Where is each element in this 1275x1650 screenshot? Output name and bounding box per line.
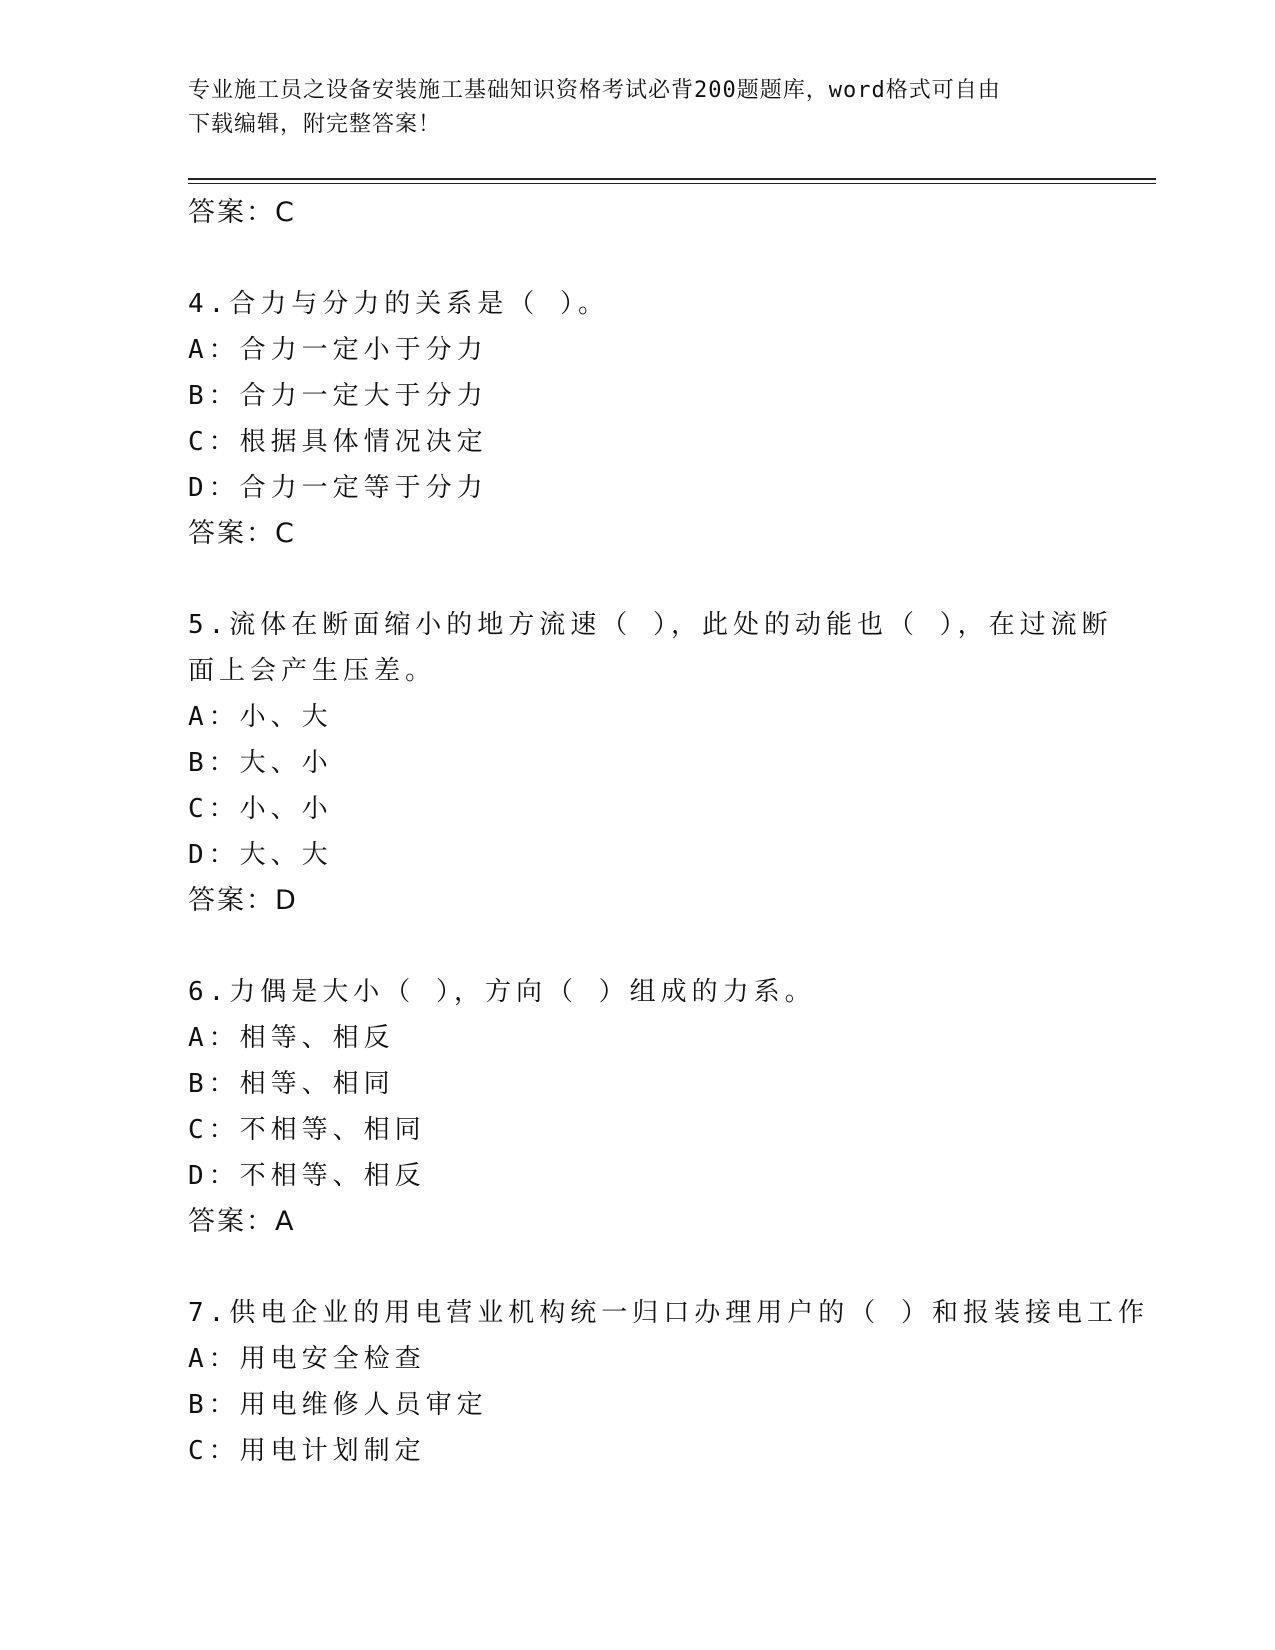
question-6 [188, 969, 1088, 1245]
answer: 答案：A [188, 1206, 296, 1237]
option-b: B：合力一定大于分力 [188, 381, 488, 411]
option-b: B：大、小 [188, 748, 333, 778]
option-c: C：不相等、相同 [188, 1115, 426, 1145]
question-5 [188, 602, 1113, 924]
option-a: A：合力一定小于分力 [188, 335, 488, 365]
answer: 答案：C [188, 518, 296, 549]
spacer [188, 924, 1088, 969]
option-a: A：用电安全检查 [188, 1344, 426, 1374]
question-stem-line-2: 面上会产生压差。 [188, 656, 437, 686]
option-d: D：不相等、相反 [188, 1161, 426, 1191]
document-header [188, 74, 1068, 142]
question-7 [188, 1290, 1149, 1474]
spacer [188, 236, 1088, 281]
option-b: B：相等、相同 [188, 1069, 395, 1099]
header-rule-thin [188, 183, 1156, 184]
previous-answer: 答案：C [188, 197, 296, 228]
spacer [188, 1245, 1088, 1290]
question-stem: 4.合力与分力的关系是（ ）。 [188, 289, 609, 319]
question-stem: 6.力偶是大小（ ），方向（ ）组成的力系。 [188, 977, 816, 1007]
question-stem-line-1: 5.流体在断面缩小的地方流速（ ），此处的动能也（ ），在过流断 [188, 610, 1113, 640]
spacer [188, 557, 1088, 602]
option-a: A：小、大 [188, 702, 333, 732]
question-stem: 7.供电企业的用电营业机构统一归口办理用户的（ ）和报装接电工作 [188, 1298, 1149, 1328]
question-4 [188, 281, 1088, 557]
option-c: C：小、小 [188, 794, 333, 824]
option-d: D：合力一定等于分力 [188, 473, 488, 503]
option-a: A：相等、相反 [188, 1023, 395, 1053]
question-content [188, 190, 1149, 1474]
option-b: B：用电维修人员审定 [188, 1390, 488, 1420]
header-line-1: 专业施工员之设备安装施工基础知识资格考试必背200题题库，word格式可自由 [188, 78, 1001, 103]
header-line-2: 下载编辑，附完整答案！ [188, 112, 442, 137]
option-d: D：大、大 [188, 840, 333, 870]
option-c: C：根据具体情况决定 [188, 427, 488, 457]
answer: 答案：D [188, 885, 298, 916]
option-c: C：用电计划制定 [188, 1436, 426, 1466]
header-rule-thick [188, 178, 1156, 180]
